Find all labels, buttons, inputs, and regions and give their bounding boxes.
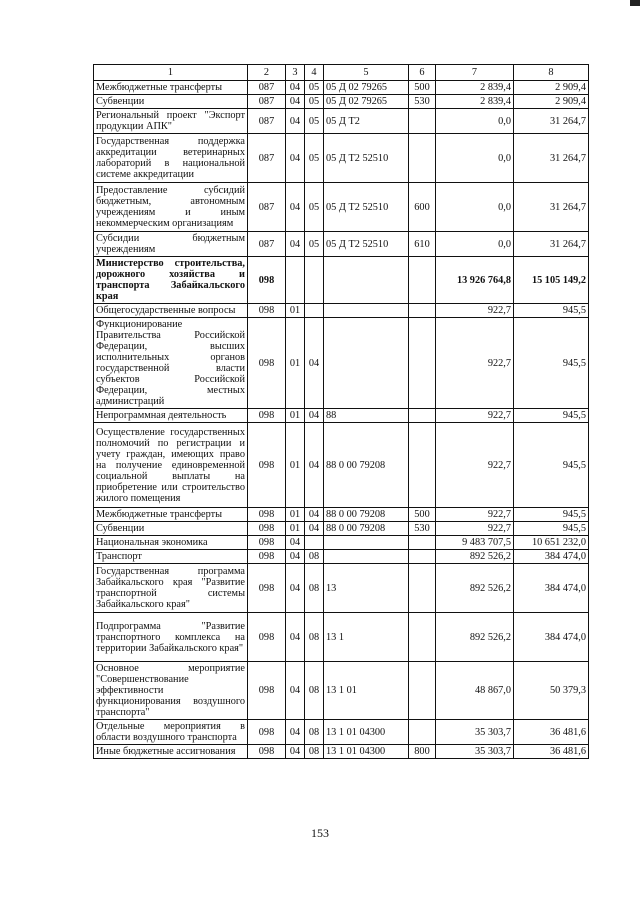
row-sum-2: 384 474,0 <box>514 613 589 662</box>
row-name: Министерство строительства, дорожного хозяйства и транспорта Забайкальского края <box>94 257 248 304</box>
row-name: Субсидии бюджетным учреждениям <box>94 232 248 257</box>
row-vr <box>409 304 436 318</box>
row-sum-1: 922,7 <box>436 304 514 318</box>
col-header-sum-2: 8 <box>514 65 589 81</box>
row-pr <box>305 257 324 304</box>
row-sum-2: 10 651 232,0 <box>514 536 589 550</box>
row-sum-2: 15 105 149,2 <box>514 257 589 304</box>
table-row <box>94 522 589 536</box>
row-name: Субвенции <box>94 95 248 109</box>
row-sum-1: 892 526,2 <box>436 564 514 613</box>
row-sum-1: 892 526,2 <box>436 550 514 564</box>
row-csr: 13 1 01 04300 <box>324 745 409 759</box>
table-row <box>94 720 589 745</box>
row-ved: 098 <box>248 564 286 613</box>
table-row <box>94 232 589 257</box>
table-row <box>94 409 589 423</box>
row-pr: 05 <box>305 81 324 95</box>
row-name: Иные бюджетные ассигнования <box>94 745 248 759</box>
row-csr: 88 0 00 79208 <box>324 522 409 536</box>
row-pr: 08 <box>305 745 324 759</box>
row-rz: 04 <box>286 109 305 134</box>
col-header-pr: 4 <box>305 65 324 81</box>
row-sum-2: 945,5 <box>514 318 589 409</box>
row-sum-2: 50 379,3 <box>514 662 589 720</box>
row-vr <box>409 318 436 409</box>
row-vr: 500 <box>409 81 436 95</box>
col-header-sum-1: 7 <box>436 65 514 81</box>
row-vr: 530 <box>409 522 436 536</box>
row-vr <box>409 613 436 662</box>
row-sum-1: 35 303,7 <box>436 745 514 759</box>
budget-table <box>93 64 589 759</box>
table-row <box>94 257 589 304</box>
row-rz: 04 <box>286 81 305 95</box>
row-rz: 01 <box>286 522 305 536</box>
row-rz: 04 <box>286 745 305 759</box>
table-header-row <box>94 65 589 81</box>
row-sum-1: 922,7 <box>436 508 514 522</box>
row-sum-2: 384 474,0 <box>514 564 589 613</box>
table-row <box>94 564 589 613</box>
row-rz: 04 <box>286 134 305 183</box>
table-row <box>94 745 589 759</box>
row-pr: 08 <box>305 564 324 613</box>
row-sum-2: 2 909,4 <box>514 81 589 95</box>
row-sum-1: 2 839,4 <box>436 95 514 109</box>
row-csr <box>324 257 409 304</box>
table-row <box>94 662 589 720</box>
row-name: Субвенции <box>94 522 248 536</box>
row-ved: 098 <box>248 720 286 745</box>
row-vr: 600 <box>409 183 436 232</box>
row-name: Межбюджетные трансферты <box>94 81 248 95</box>
row-sum-1: 892 526,2 <box>436 613 514 662</box>
row-sum-2: 945,5 <box>514 522 589 536</box>
row-sum-2: 31 264,7 <box>514 109 589 134</box>
row-sum-2: 384 474,0 <box>514 550 589 564</box>
row-vr <box>409 720 436 745</box>
row-ved: 098 <box>248 536 286 550</box>
row-ved: 098 <box>248 257 286 304</box>
row-csr: 88 0 00 79208 <box>324 508 409 522</box>
row-csr: 13 1 01 04300 <box>324 720 409 745</box>
row-name: Региональный проект "Экспорт продукции АПК" <box>94 109 248 134</box>
row-sum-2: 945,5 <box>514 409 589 423</box>
row-vr <box>409 109 436 134</box>
row-name: Подпрограмма "Развитие транспортного комплекса на территории Забайкальского края" <box>94 613 248 662</box>
table-row <box>94 134 589 183</box>
row-pr: 08 <box>305 613 324 662</box>
row-vr: 800 <box>409 745 436 759</box>
row-ved: 098 <box>248 550 286 564</box>
table-row <box>94 81 589 95</box>
row-ved: 098 <box>248 318 286 409</box>
row-pr <box>305 304 324 318</box>
row-csr: 05 Д Т2 <box>324 109 409 134</box>
row-csr: 88 0 00 79208 <box>324 423 409 508</box>
row-csr <box>324 536 409 550</box>
col-header-csr: 5 <box>324 65 409 81</box>
row-sum-1: 922,7 <box>436 522 514 536</box>
row-ved: 098 <box>248 508 286 522</box>
row-sum-2: 945,5 <box>514 304 589 318</box>
row-csr: 13 1 01 <box>324 662 409 720</box>
row-sum-2: 2 909,4 <box>514 95 589 109</box>
row-pr: 04 <box>305 508 324 522</box>
row-sum-1: 13 926 764,8 <box>436 257 514 304</box>
row-name: Непрограммная деятельность <box>94 409 248 423</box>
row-sum-1: 9 483 707,5 <box>436 536 514 550</box>
col-header-ved: 2 <box>248 65 286 81</box>
row-pr: 04 <box>305 423 324 508</box>
row-vr <box>409 564 436 613</box>
row-rz: 04 <box>286 564 305 613</box>
row-csr <box>324 550 409 564</box>
row-rz: 01 <box>286 318 305 409</box>
row-csr: 05 Д 02 79265 <box>324 81 409 95</box>
row-ved: 087 <box>248 134 286 183</box>
row-sum-1: 2 839,4 <box>436 81 514 95</box>
table-row <box>94 423 589 508</box>
col-header-name: 1 <box>94 65 248 81</box>
row-name: Межбюджетные трансферты <box>94 508 248 522</box>
row-csr <box>324 304 409 318</box>
row-sum-1: 0,0 <box>436 232 514 257</box>
row-ved: 098 <box>248 613 286 662</box>
row-sum-2: 945,5 <box>514 508 589 522</box>
row-pr: 04 <box>305 409 324 423</box>
row-sum-2: 31 264,7 <box>514 232 589 257</box>
row-name: Государственная программа Забайкальского края "Развитие транспортной системы Забайкальского края" <box>94 564 248 613</box>
table-row <box>94 550 589 564</box>
row-sum-1: 922,7 <box>436 318 514 409</box>
row-rz: 04 <box>286 662 305 720</box>
row-name: Национальная экономика <box>94 536 248 550</box>
table-row <box>94 304 589 318</box>
row-rz: 04 <box>286 536 305 550</box>
row-csr: 05 Д Т2 52510 <box>324 232 409 257</box>
row-rz: 04 <box>286 232 305 257</box>
row-rz: 04 <box>286 613 305 662</box>
row-ved: 087 <box>248 232 286 257</box>
row-sum-2: 36 481,6 <box>514 745 589 759</box>
row-ved: 098 <box>248 304 286 318</box>
row-rz: 01 <box>286 423 305 508</box>
row-rz: 01 <box>286 409 305 423</box>
row-rz <box>286 257 305 304</box>
row-pr: 04 <box>305 522 324 536</box>
table-row <box>94 318 589 409</box>
col-header-rz: 3 <box>286 65 305 81</box>
row-pr: 05 <box>305 232 324 257</box>
row-csr: 05 Д 02 79265 <box>324 95 409 109</box>
row-csr: 05 Д Т2 52510 <box>324 134 409 183</box>
row-name: Отдельные мероприятия в области воздушного транспорта <box>94 720 248 745</box>
table-row <box>94 508 589 522</box>
row-sum-2: 945,5 <box>514 423 589 508</box>
row-sum-2: 31 264,7 <box>514 183 589 232</box>
row-vr <box>409 550 436 564</box>
row-name: Транспорт <box>94 550 248 564</box>
row-vr: 500 <box>409 508 436 522</box>
row-name: Основное мероприятие "Совершенствование эффективности функционирования воздушного транспорта" <box>94 662 248 720</box>
row-sum-1: 35 303,7 <box>436 720 514 745</box>
row-name: Функционирование Правительства Российской Федерации, высших исполнительных органов государственной власти субъектов Российской Федерации, местных администраций <box>94 318 248 409</box>
row-ved: 098 <box>248 423 286 508</box>
row-ved: 098 <box>248 745 286 759</box>
row-csr: 13 <box>324 564 409 613</box>
row-sum-1: 0,0 <box>436 183 514 232</box>
row-rz: 04 <box>286 550 305 564</box>
scan-corner-mark <box>630 0 640 6</box>
row-sum-1: 0,0 <box>436 109 514 134</box>
row-csr <box>324 318 409 409</box>
table-row <box>94 536 589 550</box>
row-name: Государственная поддержка аккредитации ветеринарных лабораторий в национальной системе аккредитации <box>94 134 248 183</box>
row-sum-1: 0,0 <box>436 134 514 183</box>
row-vr <box>409 257 436 304</box>
row-vr <box>409 423 436 508</box>
row-ved: 087 <box>248 81 286 95</box>
row-rz: 04 <box>286 720 305 745</box>
row-ved: 098 <box>248 522 286 536</box>
table-row <box>94 183 589 232</box>
row-pr: 05 <box>305 183 324 232</box>
row-pr: 05 <box>305 134 324 183</box>
row-rz: 01 <box>286 508 305 522</box>
row-sum-1: 922,7 <box>436 423 514 508</box>
row-csr: 13 1 <box>324 613 409 662</box>
row-ved: 087 <box>248 109 286 134</box>
row-pr: 05 <box>305 109 324 134</box>
col-header-vr: 6 <box>409 65 436 81</box>
row-rz: 04 <box>286 95 305 109</box>
row-ved: 087 <box>248 95 286 109</box>
row-ved: 087 <box>248 183 286 232</box>
row-pr: 08 <box>305 720 324 745</box>
row-vr <box>409 662 436 720</box>
row-pr <box>305 536 324 550</box>
row-sum-2: 36 481,6 <box>514 720 589 745</box>
row-vr <box>409 134 436 183</box>
row-vr <box>409 409 436 423</box>
table-row <box>94 109 589 134</box>
row-ved: 098 <box>248 409 286 423</box>
row-pr: 04 <box>305 318 324 409</box>
row-vr <box>409 536 436 550</box>
row-sum-2: 31 264,7 <box>514 134 589 183</box>
row-name: Общегосударственные вопросы <box>94 304 248 318</box>
row-sum-1: 48 867,0 <box>436 662 514 720</box>
row-name: Осуществление государственных полномочий по регистрации и учету граждан, имеющих право на получение единовременной социальной выплаты на приобретение или строительство жилого помещения <box>94 423 248 508</box>
row-vr: 610 <box>409 232 436 257</box>
table-row <box>94 613 589 662</box>
row-csr: 88 <box>324 409 409 423</box>
row-pr: 05 <box>305 95 324 109</box>
page-number: 153 <box>311 826 329 840</box>
row-ved: 098 <box>248 662 286 720</box>
row-name: Предоставление субсидий бюджетным, автономным учреждениям и иным некоммерческим организациям <box>94 183 248 232</box>
row-rz: 01 <box>286 304 305 318</box>
row-pr: 08 <box>305 550 324 564</box>
row-rz: 04 <box>286 183 305 232</box>
table-row <box>94 95 589 109</box>
row-csr: 05 Д Т2 52510 <box>324 183 409 232</box>
row-vr: 530 <box>409 95 436 109</box>
row-pr: 08 <box>305 662 324 720</box>
row-sum-1: 922,7 <box>436 409 514 423</box>
